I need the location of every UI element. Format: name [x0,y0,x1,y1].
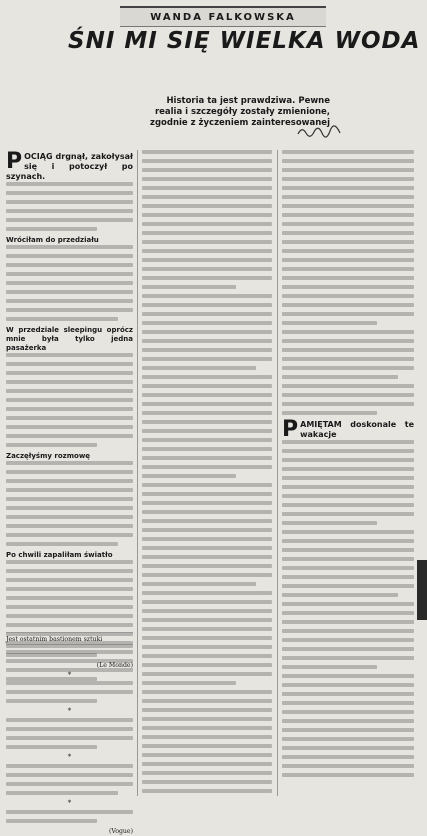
page-edge-tab [417,560,427,620]
text-lines [6,644,133,657]
sidebar-notes [6,636,133,835]
section-intro: AMIĘTAM doskonale te wakacje [300,420,414,439]
text-lines [6,182,133,231]
article-column-2 [142,150,272,796]
headline: ŚNI MI SIĘ WIELKA WODA [68,28,421,54]
column-divider [137,150,138,796]
text-lines [6,764,133,795]
separator-star-icon: * [67,798,72,807]
ornament-scribble-icon [296,124,342,138]
byline-bar [120,6,326,27]
separator-star-icon: * [67,670,72,679]
article-paragraph [6,452,133,546]
paragraph-intro: Wróciłam do przedziału [6,236,99,244]
article-section [282,417,414,777]
text-lines [6,461,133,546]
sidebar-note-credit: (Vogue) [108,827,133,835]
text-lines [6,245,133,321]
paragraph-intro: Zaczęłyśmy rozmowę [6,452,91,460]
drop-cap: P [282,417,299,442]
paragraph-intro: OCIĄG drgnął, zakołysał się i potoczył po szynach. [6,152,133,181]
sidebar-note-credit: (Le Monde) [96,661,133,669]
paragraph-intro: Po chwili zapaliłam światło [6,551,113,559]
article-paragraph [6,326,133,447]
text-lines [142,150,272,793]
text-lines [6,681,133,703]
text-lines [282,440,414,777]
paragraph-intro: W przedziale sleepingu oprócz mnie była tylko jedna pasażerka [6,326,133,352]
text-lines [6,810,133,823]
separator-star-icon: * [67,707,72,716]
lead-paragraph: Historia ta jest prawdziwa. Pewne realia i szczegóły zostały zmienione, zgodnie z życzeniem zainteresowanej [150,96,330,128]
article-paragraph [6,149,133,231]
text-lines [6,718,133,749]
separator-star-icon: * [67,753,72,762]
column-divider [277,150,278,796]
article-paragraph [6,236,133,321]
article-column-3 [282,150,414,796]
article-column-1 [6,149,133,630]
column-divider [6,632,133,633]
sidebar-note [6,636,133,670]
text-lines [282,150,414,415]
byline: WANDA FALKOWSKA [150,11,296,23]
drop-cap: P [6,149,23,174]
text-lines [6,353,133,447]
sidebar-note-intro: Jest ostatnim bastionem sztuki [6,636,103,643]
